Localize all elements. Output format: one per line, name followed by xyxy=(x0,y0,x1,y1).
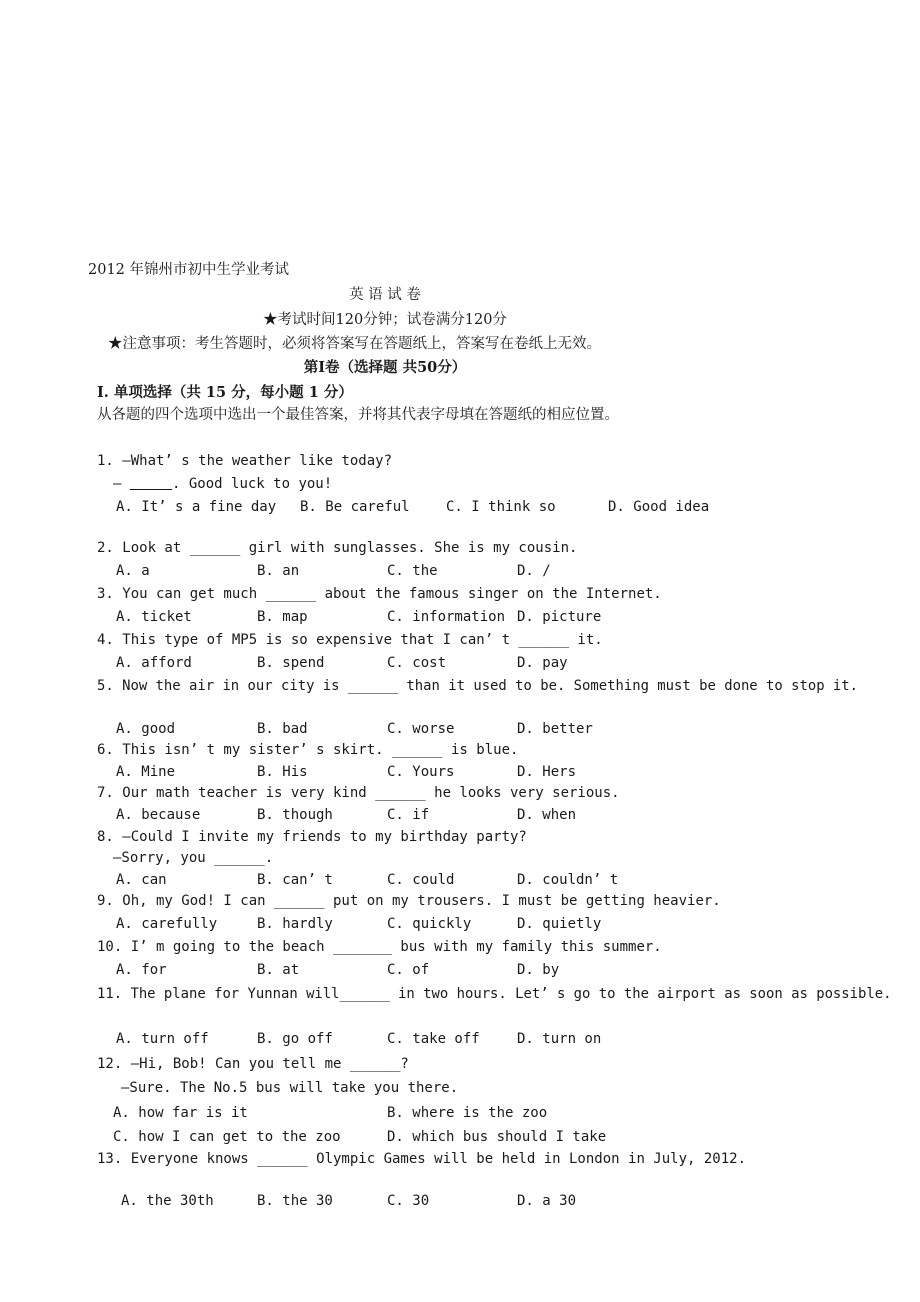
question-6-option-b: B. His xyxy=(257,764,308,780)
question-8-option-c: C. could xyxy=(387,872,455,888)
question-1-option-a: A. It’ s a fine day xyxy=(116,499,277,515)
question-2-stem: 2. Look at ______ girl with sunglasses. She is my cousin. xyxy=(97,540,578,556)
question-10-option-c: C. of xyxy=(387,962,430,978)
question-1-option-c: C. I think so xyxy=(446,499,556,515)
question-8-reply: —Sorry, you ______. xyxy=(113,850,274,866)
question-3-option-d: D. picture xyxy=(517,609,602,625)
question-2-option-d: D. / xyxy=(517,563,551,579)
question-5-option-a: A. good xyxy=(116,721,176,737)
question-13-option-a: A. the 30th xyxy=(121,1193,214,1209)
question-7-option-d: D. when xyxy=(517,807,577,823)
question-12-option-c: C. how I can get to the zoo xyxy=(113,1129,341,1145)
question-10-option-d: D. by xyxy=(517,962,560,978)
question-10-option-a: A. for xyxy=(116,962,167,978)
time-note: ★考试时间120分钟；试卷满分120分 xyxy=(263,312,507,328)
question-12-option-b: B. where is the zoo xyxy=(387,1105,548,1121)
question-11-option-d: D. turn on xyxy=(517,1031,602,1047)
question-1-option-b: B. Be careful xyxy=(300,499,410,515)
question-7-option-c: C. if xyxy=(387,807,430,823)
question-10-option-b: B. at xyxy=(257,962,300,978)
question-7-option-a: A. because xyxy=(116,807,201,823)
question-9-option-a: A. carefully xyxy=(116,916,218,932)
question-11-option-c: C. take off xyxy=(387,1031,480,1047)
question-8-option-d: D. couldn’ t xyxy=(517,872,619,888)
question-5-option-c: C. worse xyxy=(387,721,455,737)
question-6-option-a: A. Mine xyxy=(116,764,176,780)
question-8-option-b: B. can’ t xyxy=(257,872,333,888)
question-6-stem: 6. This isn’ t my sister’ s skirt. ______ is blue. xyxy=(97,742,519,758)
question-5-stem: 5. Now the air in our city is ______ than it used to be. Something must be done to stop it. xyxy=(97,678,859,694)
question-11-option-b: B. go off xyxy=(257,1031,333,1047)
subject-title: 英 语 试 卷 xyxy=(349,287,421,303)
question-3-option-a: A. ticket xyxy=(116,609,192,625)
question-2-option-c: C. the xyxy=(387,563,438,579)
question-4-option-b: B. spend xyxy=(257,655,325,671)
question-4-option-a: A. afford xyxy=(116,655,192,671)
attention-note: ★注意事项：考生答题时，必须将答案写在答题纸上，答案写在卷纸上无效。 xyxy=(108,336,601,352)
question-12-option-d: D. which bus should I take xyxy=(387,1129,607,1145)
question-3-option-b: B. map xyxy=(257,609,308,625)
question-2-option-a: A. a xyxy=(116,563,150,579)
question-12-reply: —Sure. The No.5 bus will take you there. xyxy=(121,1080,459,1096)
section-title: Ⅰ. 单项选择（共 15 分，每小题 1 分） xyxy=(97,384,353,401)
question-1-reply: — . Good luck to you! xyxy=(113,476,333,492)
question-6-option-c: C. Yours xyxy=(387,764,455,780)
question-8-stem: 8. —Could I invite my friends to my birthday party? xyxy=(97,829,527,845)
exam-title: 2012 年锦州市初中生学业考试 xyxy=(88,262,290,278)
question-6-option-d: D. Hers xyxy=(517,764,577,780)
question-9-option-b: B. hardly xyxy=(257,916,333,932)
question-13-option-b: B. the 30 xyxy=(257,1193,333,1209)
question-9-option-c: C. quickly xyxy=(387,916,472,932)
question-11-stem: 11. The plane for Yunnan will______ in two hours. Let’ s go to the airport as soon as possible. xyxy=(97,986,892,1002)
question-1-stem: 1. —What’ s the weather like today? xyxy=(97,453,393,469)
question-13-option-c: C. 30 xyxy=(387,1193,430,1209)
question-4-option-d: D. pay xyxy=(517,655,568,671)
question-9-option-d: D. quietly xyxy=(517,916,602,932)
question-4-option-c: C. cost xyxy=(387,655,447,671)
question-12-option-a: A. how far is it xyxy=(113,1105,248,1121)
question-8-option-a: A. can xyxy=(116,872,167,888)
question-5-option-d: D. better xyxy=(517,721,593,737)
question-4-stem: 4. This type of MP5 is so expensive that I can’ t ______ it. xyxy=(97,632,603,648)
question-3-stem: 3. You can get much ______ about the famous singer on the Internet. xyxy=(97,586,662,602)
question-2-option-b: B. an xyxy=(257,563,300,579)
question-10-stem: 10. I’ m going to the beach _______ bus with my family this summer. xyxy=(97,939,662,955)
question-3-option-c: C. information xyxy=(387,609,506,625)
question-7-option-b: B. though xyxy=(257,807,333,823)
question-1-option-d: D. Good idea xyxy=(608,499,710,515)
question-9-stem: 9. Oh, my God! I can ______ put on my trousers. I must be getting heavier. xyxy=(97,893,721,909)
volume-title: 第Ⅰ卷（选择题 共50分） xyxy=(303,359,467,376)
question-1-blank xyxy=(130,476,172,492)
question-13-stem: 13. Everyone knows ______ Olympic Games will be held in London in July, 2012. xyxy=(97,1151,747,1167)
question-5-option-b: B. bad xyxy=(257,721,308,737)
question-7-stem: 7. Our math teacher is very kind ______ he looks very serious. xyxy=(97,785,620,801)
section-instruction: 从各题的四个选项中选出一个最佳答案，并将其代表字母填在答题纸的相应位置。 xyxy=(97,407,619,423)
question-12-stem: 12. —Hi, Bob! Can you tell me ______? xyxy=(97,1056,409,1072)
question-11-option-a: A. turn off xyxy=(116,1031,209,1047)
question-13-option-d: D. a 30 xyxy=(517,1193,577,1209)
